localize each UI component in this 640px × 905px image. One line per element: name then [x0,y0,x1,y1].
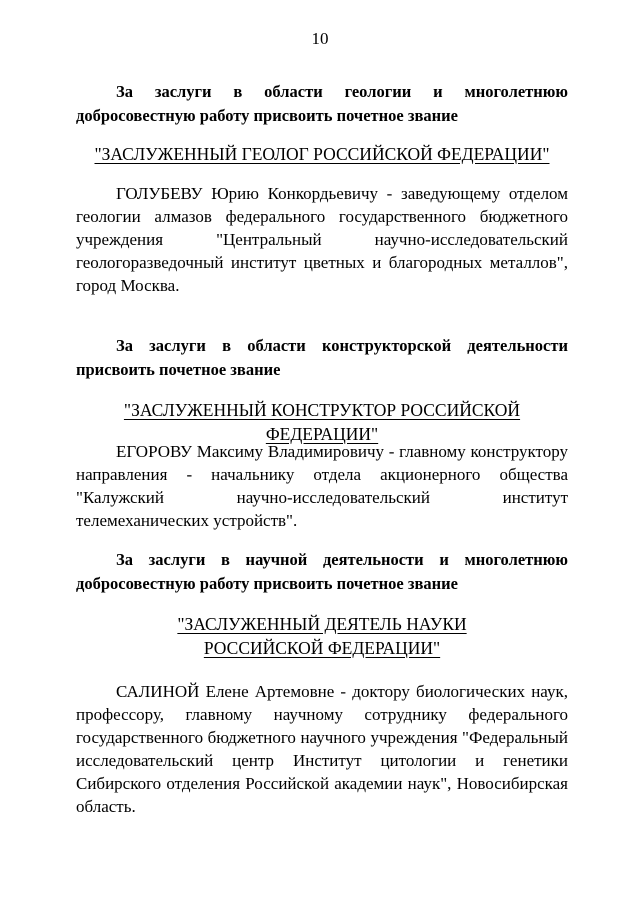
awardee-paragraph-golubev: ГОЛУБЕВУ Юрию Конкордьевичу - заведующему отделом геологии алмазов федерального государственного бюджетного учреждения "Центральный научно-исследовательский геологоразведочный институт цветных и благородных металлов", город Москва. [76,184,568,295]
award-decree-designer: За заслуги в области конструкторской деятельности присвоить почетное звание [76,336,568,379]
page-number: 10 [311,29,329,48]
award-decree-geologist: За заслуги в области геологии и многолетнюю добросовестную работу присвоить почетное звание [76,82,568,125]
awardee-paragraph-egorov: ЕГОРОВУ Максиму Владимировичу - главному конструктору направления - начальнику отдела акционерного общества "Калужский научно-исследовательский институт телемеханических устройств". [76,442,568,530]
awardee-paragraph-salina: САЛИНОЙ Елене Артемовне - доктору биологических наук, профессору, главному научному сотруднику федерального государственного бюджетного научного учреждения "Федеральный исследовательский центр Институт цитологии и генетики Сибирского отделения Российской академии наук", Новосибирская область. [76,682,568,816]
award-title-designer [76,398,568,446]
award-decree-science: За заслуги в научной деятельности и многолетнюю добросовестную работу присвоить почетное звание [76,550,568,593]
award-title-geologist [76,142,568,166]
award-title-line: "ЗАСЛУЖЕННЫЙ ГЕОЛОГ РОССИЙСКОЙ ФЕДЕРАЦИИ" [94,144,550,164]
award-title-science [76,612,568,660]
award-title-line: "ЗАСЛУЖЕННЫЙ КОНСТРУКТОР РОССИЙСКОЙ ФЕДЕРАЦИИ" [123,400,521,444]
award-title-line: "ЗАСЛУЖЕННЫЙ ДЕЯТЕЛЬ НАУКИ [177,614,467,634]
award-title-line: РОССИЙСКОЙ ФЕДЕРАЦИИ" [203,638,441,658]
